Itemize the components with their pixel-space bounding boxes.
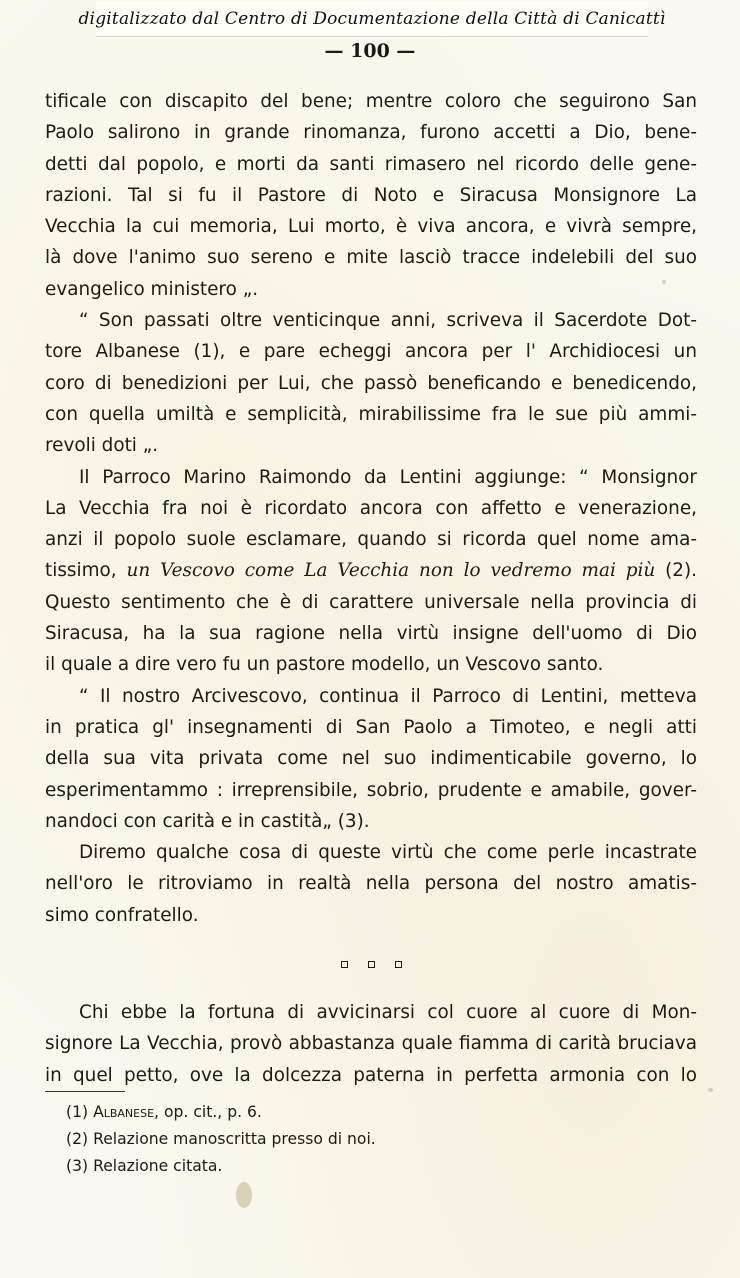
footnote-number: (2)	[66, 1130, 89, 1148]
text-line: revoli doti „.	[45, 435, 159, 457]
text-line: in quel petto, ove la dolcezza paterna in perfetta armonia con lo	[45, 1064, 697, 1086]
paper-speck	[236, 1182, 252, 1208]
paragraph-start-line: “ Son passati oltre venticinque anni, scriveva il Sacerdote Dot-	[79, 310, 697, 332]
footnote-text: , op. cit., p. 6.	[154, 1103, 262, 1121]
footnote-2	[66, 1126, 376, 1153]
footnote-divider	[45, 1091, 125, 1092]
paper-speck	[708, 1088, 713, 1092]
paper-speck	[300, 1074, 303, 1077]
paragraph-start-line: “ Il nostro Arcivescovo, continua il Parroco di Lentini, metteva	[79, 685, 697, 707]
separator-square-icon	[341, 961, 348, 968]
text-line: coro di benedizioni per Lui, che passò beneficando e benedicendo,	[45, 372, 697, 394]
text-line: razioni. Tal si fu il Pastore di Noto e Siracusa Monsignore La	[45, 184, 697, 206]
text-line: Vecchia la cui memoria, Lui morto, è viva ancora, e vivrà sempre,	[45, 216, 697, 238]
text-line: Paolo salirono in grande rinomanza, furono accetti a Dio, bene-	[45, 122, 697, 144]
text-line: il quale a dire vero fu un pastore modello, un Vescovo santo.	[45, 654, 604, 676]
quote-suffix: (2).	[655, 560, 697, 582]
footnote-3	[66, 1153, 376, 1180]
separator-square-icon	[395, 961, 402, 968]
page-number: — 100 —	[324, 40, 416, 62]
text-line: esperimentammo : irreprensibile, sobrio, prudente e amabile, gover-	[45, 779, 697, 801]
footnote-text: Relazione citata.	[93, 1157, 223, 1175]
footnote-text: Relazione manoscritta presso di noi.	[93, 1130, 376, 1148]
text-line: simo confratello.	[45, 904, 199, 926]
separator-square-icon	[368, 961, 375, 968]
quote-prefix: tissimo,	[45, 560, 127, 582]
paragraph-start-line: Diremo qualche cosa di queste virtù che come perle incastrate	[79, 842, 697, 864]
page-text	[45, 86, 697, 1091]
italic-quote-line	[45, 555, 697, 586]
text-line: tore Albanese (1), e pare echeggi ancora per l' Archidiocesi un	[45, 341, 697, 363]
footnote-number: (1)	[66, 1103, 89, 1121]
italic-quote: un Vescovo come La Vecchia non lo vedremo mai più	[126, 560, 656, 582]
footnotes	[66, 1099, 376, 1180]
footnote-number: (3)	[66, 1157, 89, 1175]
text-line: La Vecchia fra noi è ricordato ancora con affetto e venerazione,	[45, 497, 697, 519]
text-line: detti dal popolo, e morti da santi rimasero nel ricordo delle gene-	[45, 153, 697, 175]
paragraph-start-line: Chi ebbe la fortuna di avvicinarsi col cuore al cuore di Mon-	[79, 1002, 697, 1024]
paragraph-start-line: Il Parroco Marino Raimondo da Lentini aggiunge: “ Monsignor	[79, 466, 697, 488]
text-line: nell'oro le ritroviamo in realtà nella persona del nostro amatis-	[45, 873, 697, 895]
digitization-stamp	[78, 2, 666, 37]
section-separator	[45, 931, 697, 997]
text-line: in pratica gl' insegnamenti di San Paolo a Timoteo, e negli atti	[45, 716, 697, 738]
text-line: anzi il popolo suole esclamare, quando si ricorda quel nome ama-	[45, 529, 697, 551]
footnote-author: Albanese	[93, 1103, 155, 1121]
footnote-1	[66, 1099, 376, 1126]
text-line: signore La Vecchia, provò abbastanza quale fiamma di carità bruciava	[45, 1033, 697, 1055]
text-line: con quella umiltà e semplicità, mirabilissime fra le sue più ammi-	[45, 403, 697, 425]
paper-speck	[662, 280, 666, 284]
text-line: evangelico ministero „.	[45, 278, 259, 300]
stamp-text: digitalizzato dal Centro di Documentazione della Città di Canicattì	[78, 9, 666, 29]
text-line: Questo sentimento che è di carattere universale nella provincia di	[45, 591, 697, 613]
text-line: là dove l'animo suo sereno e mite lasciò tracce indelebili del suo	[45, 247, 697, 269]
text-line: Siracusa, ha la sua ragione nella virtù insigne dell'uomo di Dio	[45, 623, 697, 645]
text-line: della sua vita privata come nel suo indimenticabile governo, lo	[45, 748, 697, 770]
text-line: nandoci con carità e in castità„ (3).	[45, 810, 370, 832]
text-line: tificale con discapito del bene; mentre coloro che seguirono San	[45, 91, 697, 112]
